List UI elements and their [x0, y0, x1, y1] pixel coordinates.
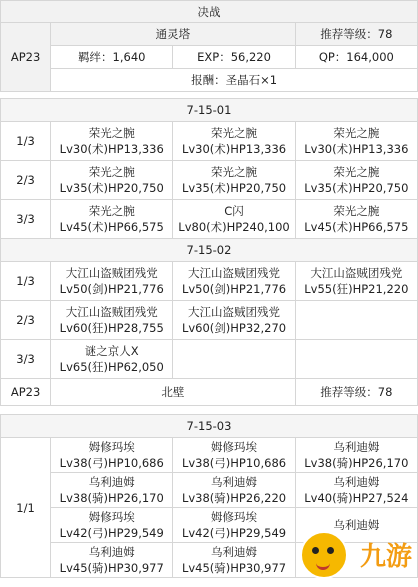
enemy-stat: Lv40(骑)HP27,524 — [304, 491, 409, 505]
enemy-stat: Lv38(骑)HP26,220 — [181, 491, 287, 505]
mascot-icon — [300, 531, 348, 579]
quest-recommend-level: 推荐等级：78 — [295, 23, 417, 46]
enemy-cell — [173, 438, 295, 473]
wave-number: 1/3 — [1, 262, 51, 301]
enemy-stat: Lv60(剑)HP32,270 — [181, 321, 287, 335]
enemy-name: 姆修玛埃 — [88, 440, 135, 454]
enemy-name: 乌利迪姆 — [88, 545, 135, 559]
enemy-name: 谜之京人X — [84, 344, 139, 358]
enemy-stat: Lv65(狂)HP62,050 — [59, 360, 164, 374]
enemy-stat: Lv38(骑)HP26,170 — [59, 491, 164, 505]
wave-number: 1/3 — [1, 122, 51, 161]
enemy-cell — [51, 473, 173, 508]
quest-item-reward-row — [1, 69, 418, 92]
table-row — [1, 301, 418, 340]
enemy-stat: Lv30(术)HP13,336 — [59, 142, 164, 156]
enemy-name: 姆修玛埃 — [211, 510, 258, 524]
enemy-name: 荣光之腕 — [333, 204, 380, 218]
table-row — [1, 200, 418, 239]
enemy-cell — [295, 161, 417, 200]
enemy-stat: Lv45(术)HP66,575 — [59, 220, 164, 234]
enemy-name: 荣光之腕 — [211, 165, 258, 179]
enemy-stat: Lv35(术)HP20,750 — [59, 181, 164, 195]
spacer — [1, 406, 418, 415]
quest-title: 北壁 — [51, 379, 296, 406]
enemy-cell — [295, 473, 417, 508]
enemy-cell — [295, 301, 417, 340]
quest-exp: EXP：56,220 — [173, 46, 295, 69]
wave-number: 3/3 — [1, 200, 51, 239]
enemy-cell — [51, 508, 173, 543]
wave-number: 1/1 — [1, 438, 51, 578]
enemy-name: 大江山盗贼团残党 — [310, 266, 403, 280]
enemy-name: 大江山盗贼团残党 — [65, 305, 158, 319]
stage-title: 7-15-03 — [1, 415, 418, 438]
wave-number: 3/3 — [1, 340, 51, 379]
quest-reward: 报酬：圣晶石×1 — [51, 69, 418, 92]
quest-ap: AP23 — [1, 23, 51, 92]
enemy-name: 大江山盗贼团残党 — [188, 305, 281, 319]
enemy-cell — [173, 301, 295, 340]
quest-reward-row — [1, 46, 418, 69]
enemy-stat: Lv30(术)HP13,336 — [304, 142, 409, 156]
enemy-name: 大江山盗贼团残党 — [188, 266, 281, 280]
mascot-eye-icon — [327, 547, 334, 554]
enemy-stat: Lv60(狂)HP28,755 — [59, 321, 164, 335]
enemy-name: 荣光之腕 — [88, 204, 135, 218]
enemy-name: 大江山盗贼团残党 — [65, 266, 158, 280]
stage-title: 7-15-01 — [1, 99, 418, 122]
enemy-stat: Lv38(骑)HP26,170 — [304, 456, 409, 470]
enemy-stat: Lv80(术)HP240,100 — [178, 220, 290, 234]
enemy-name: 姆修玛埃 — [88, 510, 135, 524]
enemy-cell — [295, 200, 417, 239]
wave-number: 2/3 — [1, 161, 51, 200]
enemy-stat: Lv35(术)HP20,750 — [304, 181, 409, 195]
quest-recommend-level: 推荐等级：78 — [295, 379, 417, 406]
table-row — [1, 438, 418, 473]
enemy-cell — [51, 122, 173, 161]
enemy-stat: Lv45(骑)HP30,977 — [59, 561, 164, 575]
table-row — [1, 161, 418, 200]
watermark-text: 九游 — [359, 542, 412, 572]
enemy-cell — [51, 301, 173, 340]
enemy-stat: Lv30(术)HP13,336 — [181, 142, 287, 156]
quest-bond: 羁绊：1,640 — [51, 46, 173, 69]
enemy-stat: Lv35(术)HP20,750 — [181, 181, 287, 195]
enemy-name: 乌利迪姆 — [333, 475, 380, 489]
enemy-name: 乌利迪姆 — [211, 475, 258, 489]
enemy-name: 姆修玛埃 — [211, 440, 258, 454]
enemy-stat: Lv45(骑)HP30,977 — [181, 561, 287, 575]
quest-qp: QP：164,000 — [295, 46, 417, 69]
enemy-cell — [51, 438, 173, 473]
enemy-cell — [51, 340, 173, 379]
enemy-cell — [295, 122, 417, 161]
stage-header-row — [1, 415, 418, 438]
quest-ap: AP23 — [1, 379, 51, 406]
table-row — [1, 262, 418, 301]
table-header: 决战 — [1, 1, 418, 23]
enemy-cell — [173, 508, 295, 543]
enemy-cell — [173, 122, 295, 161]
quest-title-row — [1, 23, 418, 46]
enemy-cell — [173, 200, 295, 239]
enemy-cell — [173, 473, 295, 508]
enemy-stat: Lv50(剑)HP21,776 — [59, 282, 164, 296]
spacer-row — [1, 92, 418, 99]
enemy-stat: Lv38(弓)HP10,686 — [181, 456, 287, 470]
mascot-mouth-icon — [316, 560, 330, 570]
enemy-cell — [173, 161, 295, 200]
enemy-cell — [295, 262, 417, 301]
spacer-row — [1, 406, 418, 415]
table-header-row — [1, 1, 418, 23]
enemy-name: 乌利迪姆 — [333, 518, 380, 532]
mascot-eye-icon — [312, 547, 319, 554]
quest-title: 通灵塔 — [51, 23, 296, 46]
enemy-cell — [51, 543, 173, 578]
enemy-name: 荣光之腕 — [88, 126, 135, 140]
enemy-name: 乌利迪姆 — [211, 545, 258, 559]
enemy-stat: Lv42(弓)HP29,549 — [181, 526, 287, 540]
enemy-stat: Lv50(剑)HP21,776 — [181, 282, 287, 296]
spacer — [1, 92, 418, 99]
enemy-name: 乌利迪姆 — [333, 440, 380, 454]
enemy-name: 荣光之腕 — [333, 126, 380, 140]
quest-title-row — [1, 379, 418, 406]
enemy-name: C闪 — [224, 204, 244, 218]
enemy-stat: Lv38(弓)HP10,686 — [59, 456, 164, 470]
enemy-name: 荣光之腕 — [333, 165, 380, 179]
enemy-cell — [51, 200, 173, 239]
stage-header-row — [1, 239, 418, 262]
wave-number: 2/3 — [1, 301, 51, 340]
stage-title: 7-15-02 — [1, 239, 418, 262]
enemy-cell — [51, 161, 173, 200]
table-row — [1, 473, 418, 508]
enemy-stat: Lv45(术)HP66,575 — [304, 220, 409, 234]
enemy-cell — [295, 438, 417, 473]
table-row — [1, 340, 418, 379]
enemy-cell — [51, 262, 173, 301]
watermark-logo — [298, 523, 418, 587]
enemy-stat: Lv55(狂)HP21,220 — [304, 282, 409, 296]
enemy-name: 荣光之腕 — [88, 165, 135, 179]
enemy-stat: Lv42(弓)HP29,549 — [59, 526, 164, 540]
enemy-name: 乌利迪姆 — [88, 475, 135, 489]
enemy-name: 荣光之腕 — [211, 126, 258, 140]
stage-header-row — [1, 99, 418, 122]
enemy-cell — [173, 340, 295, 379]
enemy-cell — [173, 543, 295, 578]
table-row — [1, 122, 418, 161]
enemy-cell — [295, 340, 417, 379]
enemy-cell — [173, 262, 295, 301]
